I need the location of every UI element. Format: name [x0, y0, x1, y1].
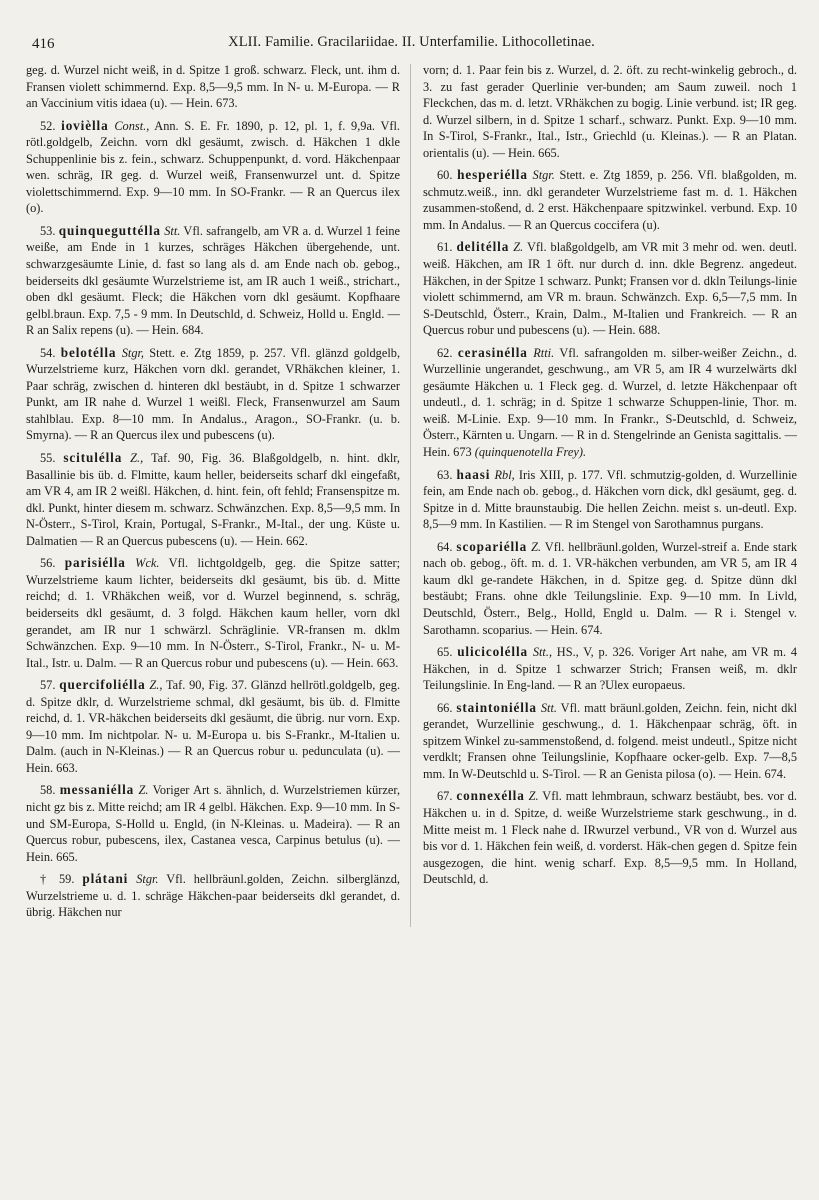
entry-number: 67. — [436, 789, 453, 804]
entry-number: 60. — [436, 168, 453, 183]
entry-number: 52. — [40, 118, 56, 133]
species-author: Stgr, — [121, 345, 145, 360]
text-columns — [26, 62, 797, 927]
species-author: Z., — [130, 451, 144, 466]
species-author: Rbl, — [494, 467, 515, 482]
entry-description: Vfl. safrangelb, am VR a. d. Wurzel 1 feine weiße, am Ende in 1 kurzes, schräges Häkchen übergehende, unt. schwarzgesäumte Linie, d. fast so lang als d. am Ende nach ob. gebog., beiderseits dkl gesäumte Wurzelstrieme ist, am IR auch 1 weiß., strichart., oben dkl gesäumt. Fleck; die Häkchen vorn dkl gesäumt. Kopfhaare gelbl.braun. Exp. 7,5 - 9 mm. In Deutschld, d. Schweiz, Holld u. Engld. — R an Salix repens (u). — Hein. 684. — [26, 223, 401, 338]
species-author: Stt. — [540, 700, 557, 715]
entry-number: 56. — [40, 556, 56, 571]
entry-number: 58. — [40, 783, 56, 798]
entry-number: 57. — [40, 678, 56, 693]
paragraph-text: vorn; d. 1. Paar fein bis z. Wurzel, d. 2. öft. zu recht-winkelig gebroch., d. 3. zu fast gerader Querlinie ver-bunden; am Saum zuweil. noch 1 Fleckchen, das m. d. letzt. VRhäkchen zu bogig. Linie verbund. ist; IR geg. d. Wurzel silbern, in d. Spitze 1 scharf., schwarz. Punkt. Exp. 9—10 mm. In S-Tirol, S-Frankr., Ital., Istr., Griechld (u. Kleinas.). — R an Platan. orientalis (u). — Hein. 665. — [422, 63, 798, 160]
page-header — [26, 18, 797, 62]
species-author: Stgr. — [532, 168, 555, 183]
species-author: Wck. — [135, 556, 160, 571]
entry-number: † 59. — [40, 872, 75, 887]
species-name: quinqueguttélla — [58, 222, 161, 238]
species-author: Stt., — [532, 645, 553, 660]
entry-description: HS., V, p. 326. Voriger Art nahe, am VR m. 4 Häkchen, in d. Spitze 1 schwarzer Strich; Fransen weiß, m. dklr Teilungslinie. In Eng-land. — R an ?Ulex europaeus. — [422, 645, 798, 693]
species-name: ulicicolélla — [457, 644, 529, 660]
species-entry — [423, 345, 797, 461]
species-entry — [423, 644, 797, 694]
species-entry — [26, 871, 400, 921]
entry-number: 61. — [436, 240, 453, 255]
species-author: Z. — [528, 789, 539, 804]
species-entry — [423, 700, 797, 783]
species-name: hesperiélla — [457, 167, 528, 183]
species-name: staintoniélla — [456, 699, 537, 715]
species-entry — [26, 782, 400, 865]
species-author: Stgr. — [136, 872, 159, 887]
entry-number: 65. — [436, 645, 453, 660]
entry-description: Vfl. blaßgoldgelb, am VR mit 3 mehr od. wen. deutl. weiß. Häkchen, am IR 1 öft. nur durch d. inn. dkle Begrenz. angedeut. Häkchen, in der Spitze 1 schwarz. Punkt; Fransen vor d. dkln Teilungs-linie violett schimmernd, am VR m. braun. Schwänzch. Exp. 6,5—7,5 mm. In S-Deutschld, Österr., Krain, Dalm., M-Italien und Frankreich. — R an Quercus robur und pubescens (u). — Hein. 688. — [422, 240, 798, 338]
entry-description: Vfl. matt bräunl.golden, Zeichn. fein, nicht dkl gerandet, Wurzellinie geschwung., d. 1. Häkchenpaar schräg, öft. in spitzem Winkel zu-sammenstoßend, d. folgend. meist undeutl., Spitze nicht verdklt; Fransen ohne Teilungslinie, Kopfhaare ocker-gelb. Exp. 7—8,5 mm. In W-Deutschld u. S-Tirol. — R an Genista pilosa (o). — Hein. 674. — [422, 700, 798, 781]
continued-paragraph — [423, 62, 797, 161]
entry-number: 62. — [436, 345, 453, 360]
species-author: Const., — [114, 118, 150, 133]
entry-description: Ann. S. E. Fr. 1890, p. 12, pl. 1, f. 9,9a. Vfl. rötl.goldgelb, Zeichn. vorn dkl gesäumt, zwisch. d. Häkchen 1 dkle Schuppenlinie bis z. fein., schwarz. Schuppenpunkt, d. vord. Häkchenpaar wen. schräg, IR geg. d. Wurzel weiß, Fransenwurzel unt. d. Spitze violettschimmernd. Exp. 9—10 mm. In SO-Frankr. — R an Quercus ilex (o). — [26, 118, 401, 216]
species-name: parisiélla — [64, 555, 126, 571]
species-author: Z., — [149, 678, 163, 693]
entry-description: Vfl. lichtgoldgelb, geg. die Spitze satter; Wurzelstrieme kaum lichter, beiderseits dkl gesäumt, bis üb. d. Mitte reichd; d. 1. VRhäkchen weiß, vor d. Wurzel beginnend, s. schräg, beiderseits dkl gesäumt, d. 3 folgd. Häkchen kaum heller, vorn dkl gerandet, am IR nur 1 schwärzl. Schräglinie. VR-fransen m. dklm Schwänzchen. Exp. 9—10 mm. In N-Österr., S-Tirol, Frankr., N- u. M-Ital., Istr. u. Dalm. — R an Quercus robur und pubescens (u). — Hein. 663. — [26, 556, 401, 670]
species-entry — [26, 450, 400, 549]
species-name: delitélla — [456, 239, 510, 255]
species-name: scopariélla — [456, 538, 528, 554]
synonym: (quinquenotella Frey). — [474, 445, 587, 460]
entry-number: 53. — [40, 223, 56, 238]
entry-description: Stett. e. Ztg 1859, p. 256. Vfl. blaßgolden, m. schmutz.weiß., inn. dkl gerandeter Wurzelstrieme fast m. d. 1. Häkchen zusammen-stoßend, d. 2 erst. Häkchenpaare spitzwinkel. verbund. Exp. 10 mm. In Andalus. — R an Quercus coccifera (u). — [422, 168, 798, 232]
entry-number: 63. — [436, 467, 453, 482]
species-author: Z. — [138, 783, 149, 798]
species-name: haasi — [456, 466, 491, 482]
entry-number: 66. — [436, 700, 453, 715]
species-author: Z. — [531, 539, 542, 554]
species-entry — [423, 467, 797, 533]
species-entry — [26, 345, 400, 444]
species-name: cerasinélla — [457, 344, 528, 360]
left-column — [26, 62, 410, 927]
entry-description: Taf. 90, Fig. 37. Glänzd hellrötl.goldgelb, geg. d. Spitze dklr, d. Wurzelstrieme schmal, dkl gesäumt, bis üb. d. Flmitte reichd, d. 1. VR-häkchen beiderseits dkl gesäumt, die übrig. nur vorn. Exp. 9—10 mm. Im nichtpolar. N- u. M-Europa u. bis S-Frankr., M-Italien u. Dalm. (auch in N-Kleinas.) — R an Quercus robur u. pedunculata (u). — Hein. 663. — [26, 678, 401, 775]
entry-description: Voriger Art s. ähnlich, d. Wurzelstriemen kürzer, nicht gz bis z. Mitte reichd; am IR 4 gelbl. Häkchen. Exp. 9—10 mm. In S- und SM-Europa, S-Holld u. Engld, (in N-Kleinas. u. Madeira). — R an Quercus robur, pubescens, ilex, Castanea vesca, Carpinus betulus (u). — Hein. 665. — [26, 783, 401, 864]
entry-description: Vfl. hellbräunl.golden, Zeichn. silberglänzd, Wurzelstrieme u. d. 1. schräge Häkchen-paar beiderseits dkl gerandet, d. übrig. Häkchen nur — [26, 872, 401, 920]
species-author: Rtti. — [533, 345, 555, 360]
entry-number: 55. — [40, 451, 56, 466]
page-number: 416 — [32, 36, 55, 52]
species-name: plátani — [82, 871, 129, 887]
entry-number: 64. — [436, 539, 453, 554]
entry-description: Taf. 90, Fig. 36. Blaßgoldgelb, n. hint. dklr, Basallinie bis üb. d. Flmitte, kaum heller, beiderseits scharf dkl eingefaßt, am VR 4, am IR 2 weißl. Häkchen, d. hint. fein, oft fehld; Fransenspitze m. dkl. Punkt, hinter diesem m. schwarz. Schwänzchen. Exp. 8,5—9,5 mm. In N-Österr., S-Tirol, Krain, Portugal, S-Frankr., M-Ital., der ung. Küste u. Dalmatien — R an Quercus pubescens (u). — Hein. 662. — [26, 451, 401, 548]
species-author: Stt. — [164, 223, 181, 238]
species-name: quercifoliélla — [59, 677, 146, 693]
species-entry — [26, 555, 400, 671]
continued-paragraph — [26, 62, 400, 112]
entry-description: Vfl. matt lehmbraun, schwarz bestäubt, bes. vor d. Häkchen u. in d. Spitze, d. weiße Wurzelstrieme stark geschwung., in d. Mitte meist m. 1 Fleck nahe d. IRwurzel verbund., VR von d. Wurzel aus bis vor d. 1. Häkchen fein weiß, d. vorderst. Häk-chen gegen d. Spitze fein ausgezogen, die hint. wenig scharf. Exp. 8,5—9,5 mm. In Holland, Deutschld, d. — [422, 789, 798, 887]
species-name: iovièlla — [61, 117, 109, 133]
species-entry — [423, 539, 797, 638]
species-entry — [423, 788, 797, 887]
paragraph-text: geg. d. Wurzel nicht weiß, in d. Spitze 1 groß. schwarz. Fleck, unt. ihm d. Fransen violett schimmernd. Exp. 8,5—9,5 mm. In N- u. M-Europa. — R an Vaccinium vitis idaea (u). — Hein. 673. — [26, 63, 401, 111]
species-entry — [423, 239, 797, 338]
right-column — [411, 62, 797, 927]
species-name: connexélla — [456, 788, 525, 804]
species-name: scitulélla — [63, 450, 123, 466]
species-author: Z. — [513, 240, 524, 255]
entry-number: 54. — [40, 345, 56, 360]
species-entry — [26, 118, 400, 217]
species-name: belotélla — [60, 344, 117, 360]
species-name: messaniélla — [59, 782, 135, 798]
species-entry — [26, 677, 400, 776]
entry-description: Vfl. safrangolden m. silber-weißer Zeichn., d. Wurzellinie ungerandet, geschwung., am VR 5, am IR 4 wurzelwärts dkl gesäumte Häkchen u. 1 Fleck geg. d. Wurzel, d. letzte Häkchenpaar oft undeutl., d. 1. schräg; in d. Spitze 1 schwarze Schuppen-linie, Thor. m. weiß. M-Linie. Exp. 9—10 mm. In Frankr., S-Deutschld, d. Schweiz, Österr., Kärnten u. Ungarn. — R in d. Stengelrinde an Genista sagittalis. — Hein. 673 — [422, 345, 798, 460]
species-entry — [26, 223, 400, 339]
entry-description: Stett. e. Ztg 1859, p. 257. Vfl. glänzd goldgelb, Wurzelstrieme kurz, Häkchen vorn dkl. gerandet, VRhäkchen kleiner, 1. Paar schräg, zwischen d. hinteren dkl bestäubt, in d. Spitze 1 schwarzer Punkt, am IR nahe d. Wurzel 1 weißl. Fleck, Fransenwurzel am Saum stahlblau. Exp. 8—10 mm. In Andalus., Aragon., SO-Frankr. (u. b. Smyrna). — R an Quercus ilex und pubescens (u). — [26, 345, 401, 443]
entry-description: Vfl. hellbräunl.golden, Wurzel-streif a. Ende stark nach ob. gebog., öft. m. d. 1. VR-häkchen verbunden, am VR 5, am IR 4 kaum dkl ge-randete Häkchen, in d. Spitze geg. d. Spitze dünn dkl bestäubt; Frans. ohne dkle Teilungslinie. Exp. 9—10 mm. In Livld, Deutschld, Österr., Belg., Holld, Engld u. Dalm. — R i. Stengel v. Sarothamn. scoparius. — Hein. 674. — [422, 539, 798, 637]
running-title: XLII. Familie. Gracilariidae. II. Unterfamilie. Lithocolletinae. — [228, 34, 595, 50]
species-entry — [423, 167, 797, 233]
entry-description: Iris XIII, p. 177. Vfl. schmutzig-golden, d. Wurzellinie fein, am Ende nach ob. gebog., d. Häkchen vorn dick, dkl gesäumt, geg. d. Spitze in d. Mitte braunstaubig. Die hellen Zeichn. meist s. un-deutl. Exp. 8,5—9 mm. In Kastilien. — R im Stengel von Sarothamnus purgans. — [422, 467, 798, 532]
